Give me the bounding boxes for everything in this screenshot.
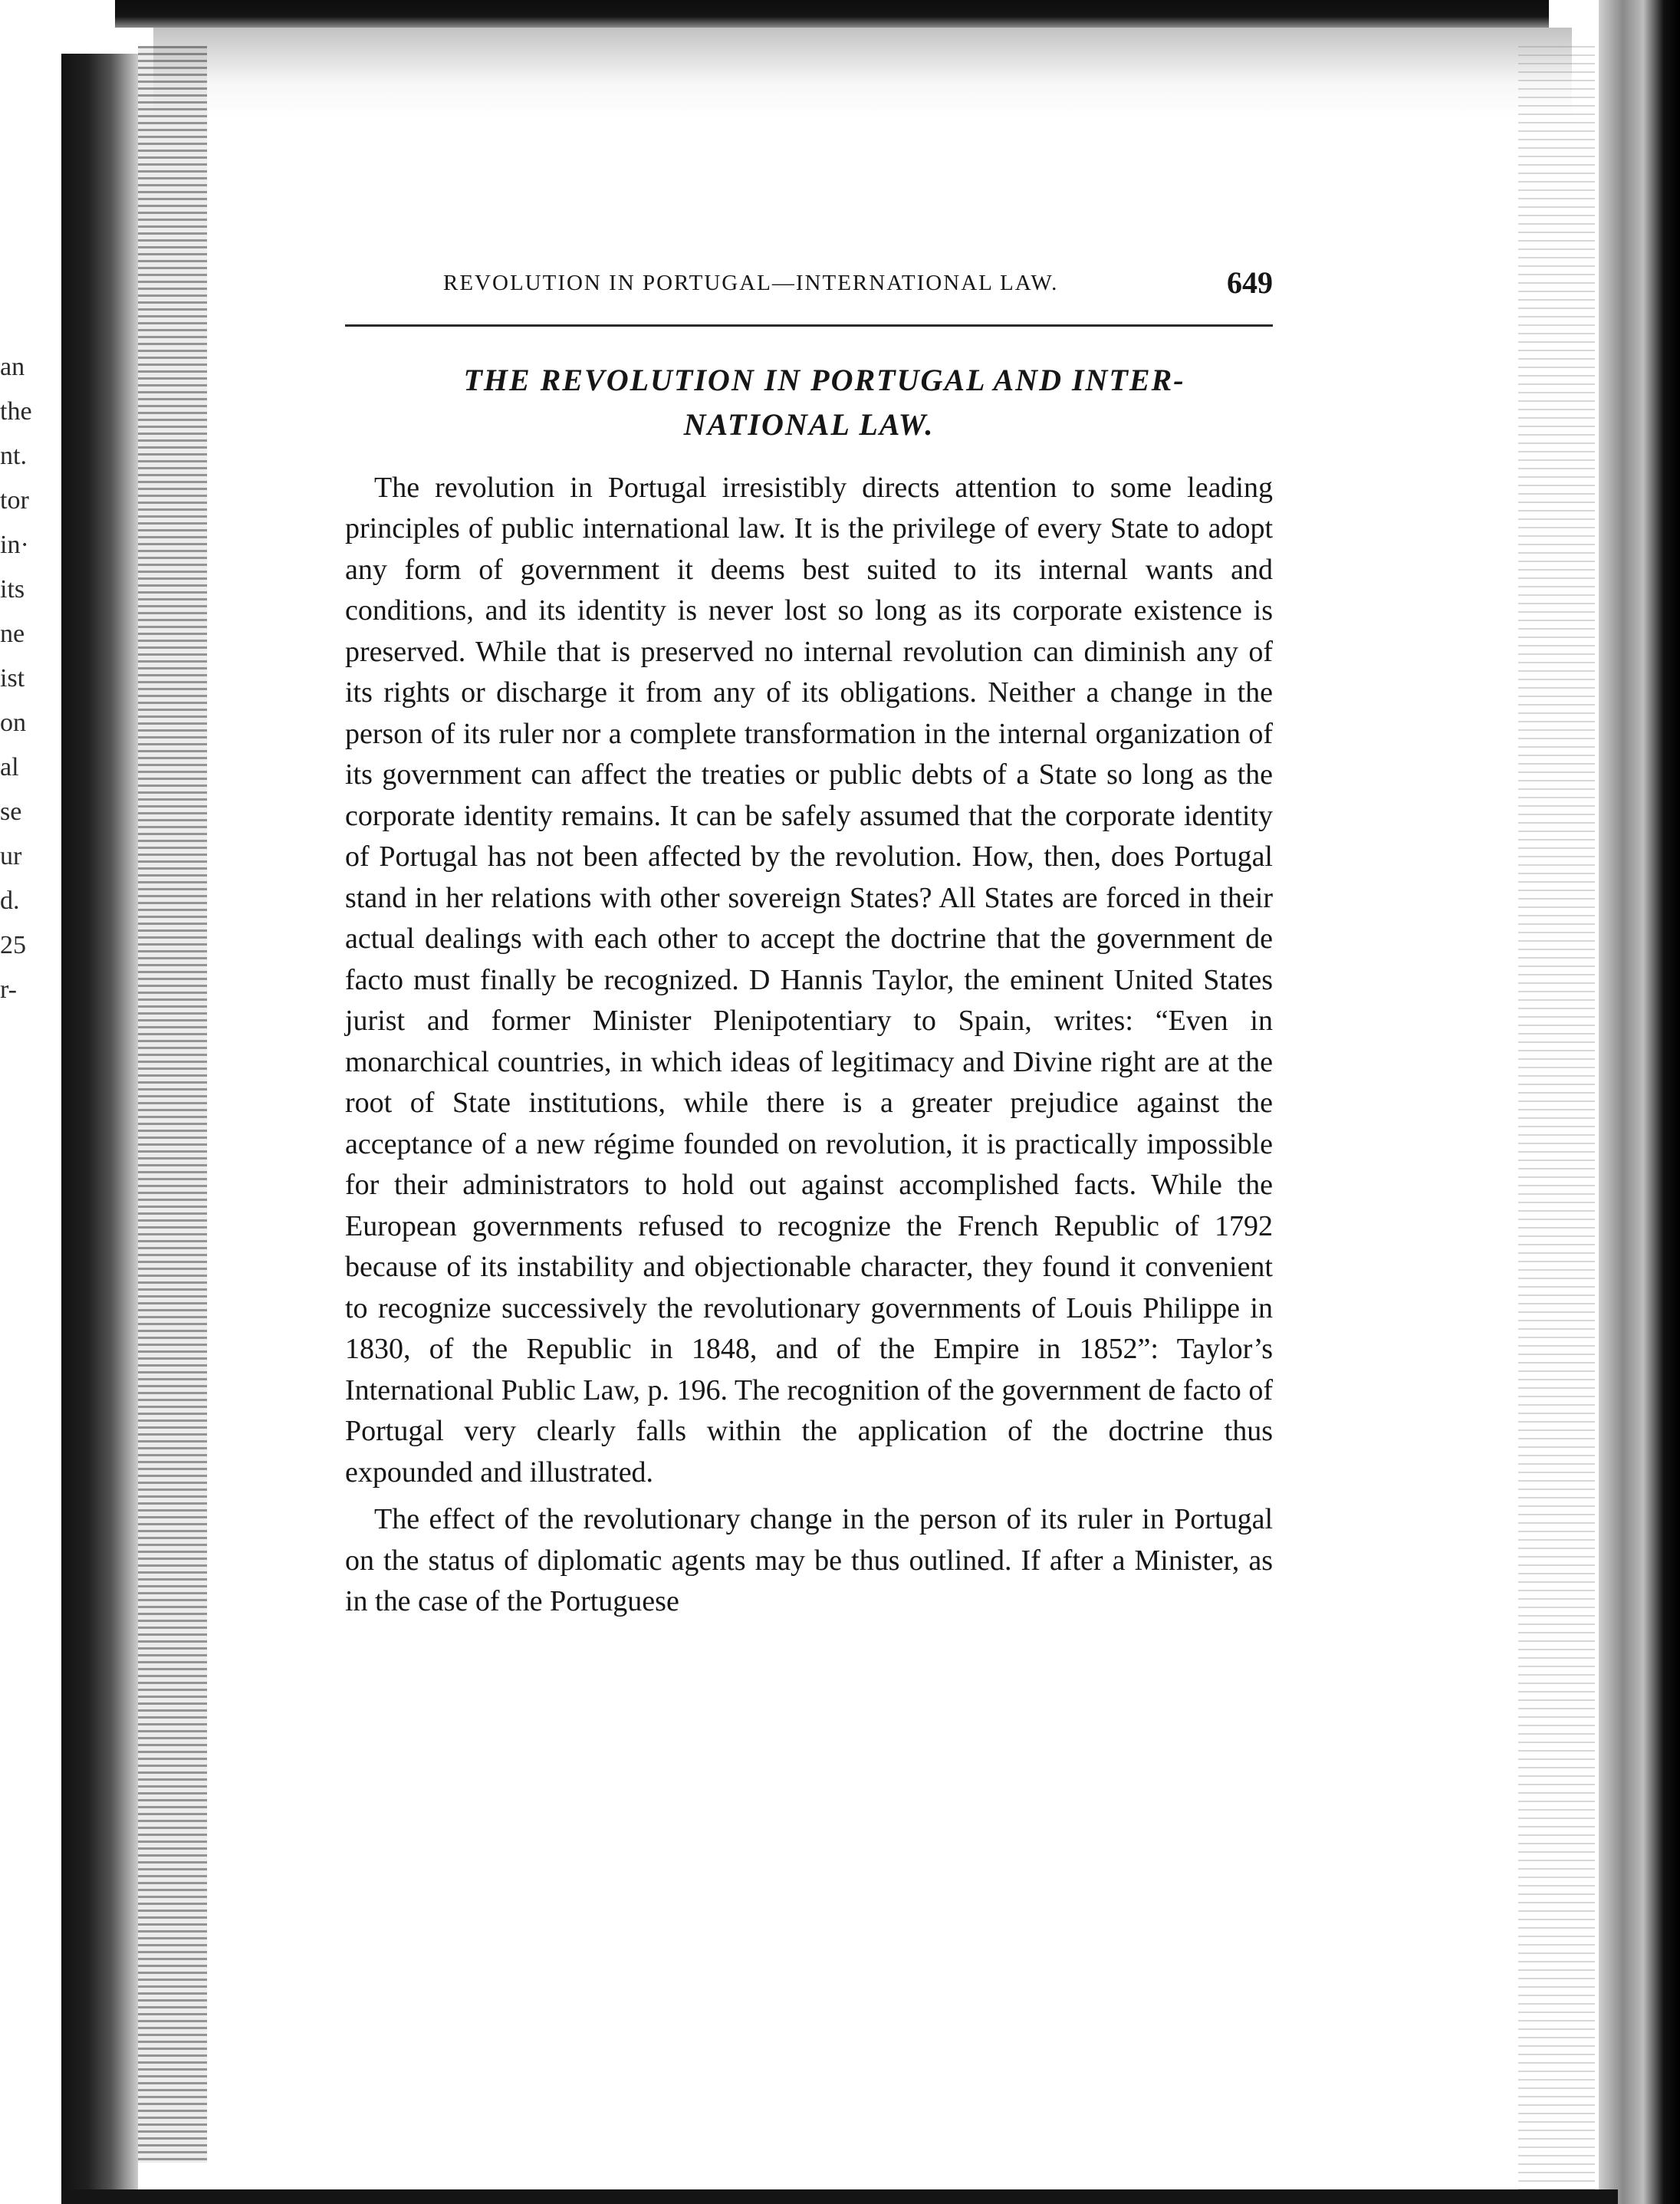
previous-page-fragment: an bbox=[0, 353, 25, 381]
header-rule bbox=[345, 324, 1273, 327]
scan-top-shadow bbox=[153, 28, 1572, 120]
scan-top-edge bbox=[115, 0, 1549, 28]
running-head-title: REVOLUTION IN PORTUGAL—INTERNATIONAL LAW. bbox=[443, 271, 1059, 295]
page-body bbox=[345, 265, 1273, 1623]
previous-page-fragment: ne bbox=[0, 620, 25, 648]
previous-page-fragment: tor bbox=[0, 486, 29, 515]
article-title-line-2: NATIONAL LAW. bbox=[683, 407, 935, 442]
body-paragraph: The effect of the revolutionary change in the person of its ruler in Portugal on the status of diplomatic agents may be thus outlined. If after a Minister, as in the case of the Portuguese bbox=[345, 1503, 1273, 1618]
previous-page-fragment: d. bbox=[0, 887, 20, 915]
previous-page-fragment: in· bbox=[0, 531, 29, 559]
scan-left-gutter bbox=[61, 54, 138, 2204]
previous-page-fragment: ur bbox=[0, 842, 22, 870]
previous-page-fragment: its bbox=[0, 575, 25, 604]
page-number: 649 bbox=[1227, 265, 1273, 300]
body-paragraph: The revolution in Portugal irresistibly directs attention to some leading principles of public international law. It is the privilege of every State to adopt any form of government it deems best suited to its internal wants and conditions, and its identity is never lost so long as its corporate existence is preserved. While that is preserved no internal revolution can diminish any of its rights or discharge it from any of its obligations. Neither a change in the person of its ruler nor a complete transformation in the internal organization of its government can affect the treaties or public debts of a State so long as the corporate identity remains. It can be safely assumed that the corporate identity of Portugal has not been affected by the revolution. How, then, does Portugal stand in her relations with other sovereign States? All States are forced in their actual dealings with each other to accept the doctrine that the government de facto must finally be recognized. D Hannis Taylor, the eminent United States jurist and former Minister Plenipotentiary to Spain, writes: “Even in monarchical countries, in which ideas of legitimacy and Divine right are at the root of State institutions, while there is a greater prejudice against the acceptance of a new régime founded on revolution, it is practically impossible for their administrators to hold out against accomplished facts. While the European governments refused to recognize the French Republic of 1792 because of its instability and objectionable character, they found it convenient to recognize successively the revolutionary governments of Louis Philippe in 1830, of the Republic in 1848, and of the Empire in 1852”: Taylor’s International Public Law, p. 196. The recognition of the government de facto of Portugal very clearly falls within the application of the doctrine thus expounded and illustrated. bbox=[345, 471, 1273, 1489]
article-title bbox=[345, 358, 1273, 447]
previous-page-fragment: 25 bbox=[0, 931, 26, 959]
previous-page-fragment: se bbox=[0, 798, 22, 826]
previous-page-fragments bbox=[0, 345, 61, 1012]
previous-page-fragment: on bbox=[0, 709, 26, 737]
previous-page-fragment: ist bbox=[0, 664, 25, 692]
scan-left-noise bbox=[138, 46, 207, 2163]
previous-page-fragment: al bbox=[0, 753, 19, 781]
previous-page-fragment: r- bbox=[0, 975, 17, 1004]
scan-bottom-edge bbox=[61, 2189, 1618, 2204]
scan-right-noise bbox=[1518, 46, 1595, 2193]
article-title-line-1: THE REVOLUTION IN PORTUGAL AND INTER- bbox=[463, 363, 1185, 397]
running-head bbox=[345, 265, 1273, 301]
scan-right-spine bbox=[1599, 0, 1680, 2204]
previous-page-fragment: nt. bbox=[0, 442, 27, 470]
previous-page-fragment: the bbox=[0, 397, 32, 426]
